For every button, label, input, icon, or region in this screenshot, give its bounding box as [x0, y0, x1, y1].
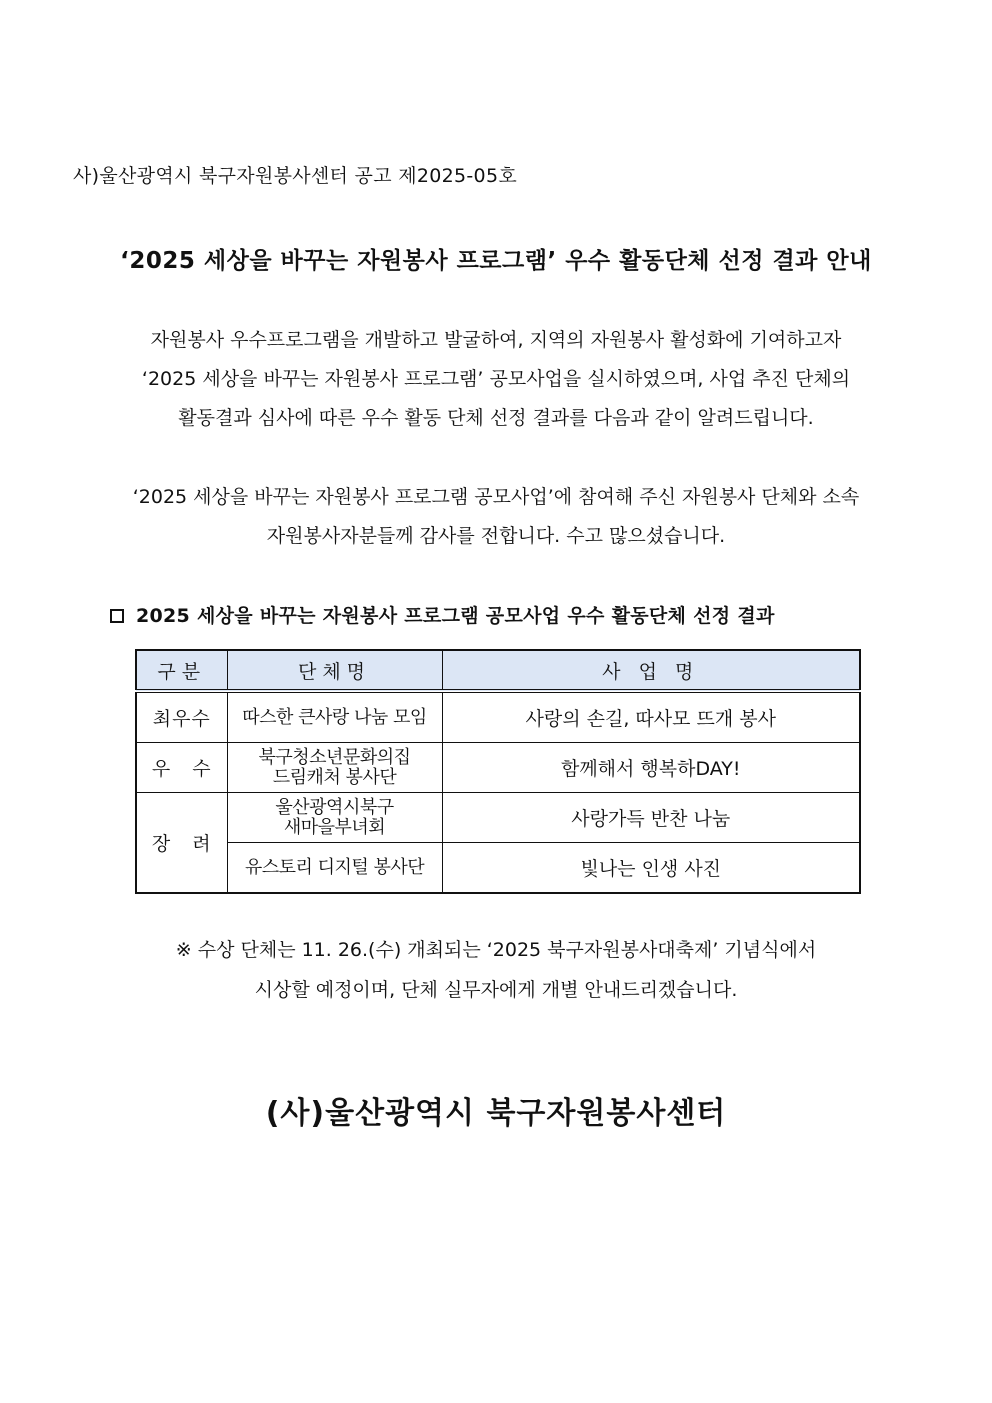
footnote-line: 시상할 예정이며, 단체 실무자에게 개별 안내드리겠습니다. [254, 979, 738, 1001]
project-cell: 사랑의 손길, 따사모 뜨개 봉사 [442, 691, 860, 743]
table-header-row [136, 650, 860, 691]
category-cell: 장 려 [136, 793, 227, 894]
project-cell: 함께해서 행복하DAY! [442, 743, 860, 793]
table-row [136, 843, 860, 894]
org-name-line: 드림캐처 봉사단 [272, 766, 397, 788]
org-name-line: 새마을부녀회 [283, 816, 386, 838]
header-category: 구분 [136, 650, 227, 691]
org-name-line: 울산광역시북구 [275, 796, 394, 818]
intro-line: 활동결과 심사에 따른 우수 활동 단체 선정 결과를 다음과 같이 알려드립니다. [178, 407, 814, 429]
project-cell: 빛나는 인생 사진 [442, 843, 860, 894]
thanks-line: ‘2025 세상을 바꾸는 자원봉사 프로그램 공모사업’에 참여해 주신 자원봉사 단체와 소속 [132, 486, 860, 508]
table-row [136, 793, 860, 843]
header-org: 단체명 [227, 650, 442, 691]
org-cell [227, 793, 442, 843]
footnote [60, 930, 932, 1010]
section-heading-text: 2025 세상을 바꾸는 자원봉사 프로그램 공모사업 우수 활동단체 선정 결과 [136, 605, 775, 627]
thanks-paragraph [60, 478, 932, 556]
intro-paragraph [60, 321, 932, 438]
header-project: 사 업 명 [442, 650, 860, 691]
square-bullet-icon [110, 609, 124, 623]
category-cell: 최우수 [136, 691, 227, 743]
document-title: ‘2025 세상을 바꾸는 자원봉사 프로그램’ 우수 활동단체 선정 결과 안내 [120, 248, 872, 274]
org-cell [227, 691, 442, 743]
footnote-line: ※ 수상 단체는 11. 26.(수) 개최되는 ‘2025 북구자원봉사대축제’ 기념식에서 [175, 939, 817, 961]
signature: (사)울산광역시 북구자원봉사센터 [265, 1096, 727, 1131]
notice-number: 사)울산광역시 북구자원봉사센터 공고 제2025-05호 [73, 165, 517, 187]
table-row [136, 691, 860, 743]
category-cell: 우 수 [136, 743, 227, 793]
thanks-line: 자원봉사자분들께 감사를 전합니다. 수고 많으셨습니다. [266, 525, 726, 547]
intro-line: 자원봉사 우수프로그램을 개발하고 발굴하여, 지역의 자원봉사 활성화에 기여하고자 [150, 329, 842, 351]
org-name: 유스토리 디지털 봉사단 [244, 856, 425, 878]
project-cell: 사랑가득 반찬 나눔 [442, 793, 860, 843]
intro-line: ‘2025 세상을 바꾸는 자원봉사 프로그램’ 공모사업을 실시하였으며, 사업 추진 단체의 [141, 368, 851, 390]
table-row [136, 743, 860, 793]
org-cell [227, 843, 442, 894]
section-heading [110, 601, 775, 628]
org-name: 따스한 큰사랑 나눔 모임 [242, 706, 427, 728]
org-cell [227, 743, 442, 793]
org-name-line: 북구청소년문화의집 [258, 746, 411, 768]
results-table [135, 649, 861, 894]
